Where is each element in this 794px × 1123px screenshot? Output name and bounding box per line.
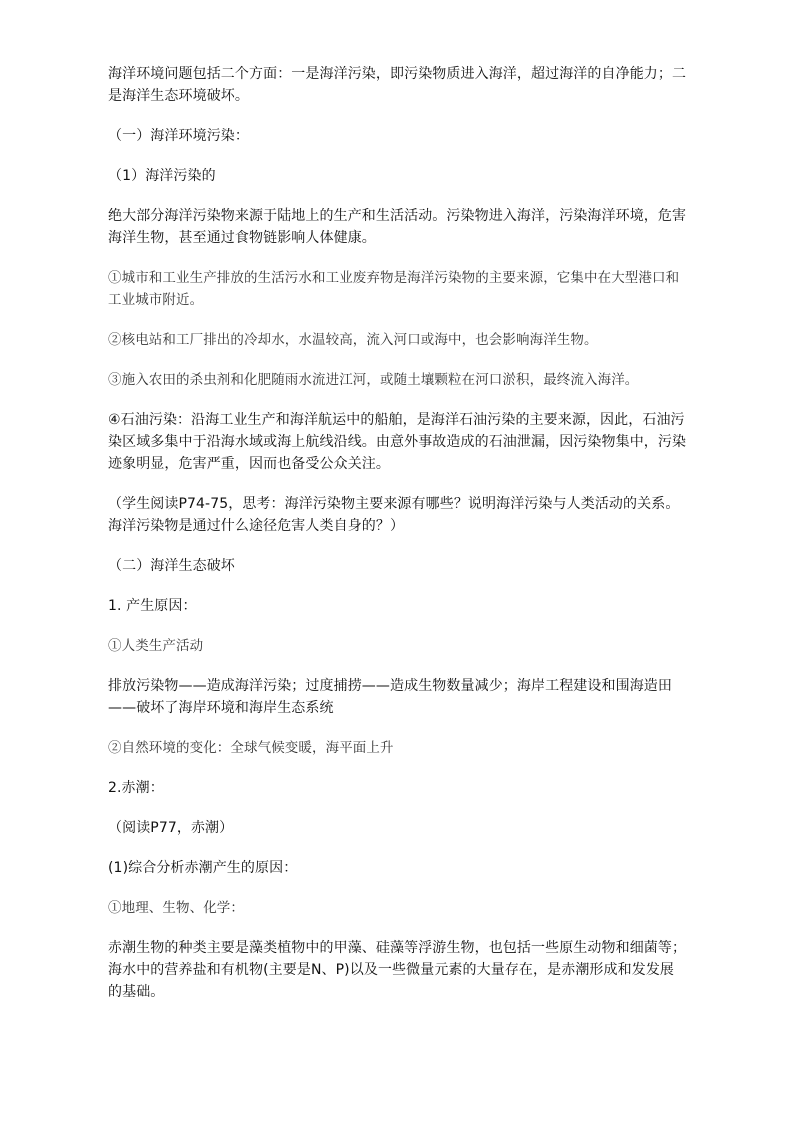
red-tide-analysis-heading: (1)综合分析赤潮产生的原因： — [108, 860, 298, 876]
human-activity-effects: 排放污染物——造成海洋污染；过度捕捞——造成生物数量减少；海岸工程建设和围海造田——破坏了海岸环境和海岸生态系统 — [108, 678, 672, 716]
section-heading-ecology-damage: （二）海洋生态破坏 — [108, 558, 235, 574]
source-point-4-oil: ④石油污染：沿海工业生产和海洋航运中的船舶，是海洋石油污染的主要来源，因此，石油污染区域多集中于沿海水域或海上航线沿线。由意外事故造成的石油泄漏，因污染物集中，污染迹象明显，危害严重，因而也备受公众关注。 — [108, 412, 687, 472]
source-point-3: ③施入农田的杀虫剂和化肥随雨水流进江河，或随土壤颗粒在河口淤积，最终流入海洋。 — [108, 372, 639, 388]
subsection-heading-pollution-sources: （1）海洋污染的 — [108, 168, 216, 184]
red-tide-cause-paragraph: 赤潮生物的种类主要是藻类植物中的甲藻、硅藻等浮游生物，也包括一些原生动物和细菌等；海水中的营养盐和有机物(主要是N、P)以及一些微量元素的大量存在，是赤潮形成和发发展的基础。 — [108, 940, 687, 1000]
red-tide-heading: 2.赤潮： — [108, 780, 164, 796]
intro-paragraph: 海洋环境问题包括二个方面：一是海洋污染，即污染物质进入海洋，超过海洋的自净能力；二是海洋生态环境破坏。 — [108, 66, 687, 104]
causes-heading: 1. 产生原因： — [108, 598, 197, 614]
source-point-1: ①城市和工业生产排放的生活污水和工业废弃物是海洋污染物的主要来源，它集中在大型港口和工业城市附近。 — [108, 270, 680, 308]
reading-question-paragraph: （学生阅读P74-75，思考：海洋污染物主要来源有哪些？说明海洋污染与人类活动的关系。海洋污染物是通过什么途径危害人类自身的？） — [108, 496, 680, 534]
pollution-overview-paragraph: 绝大部分海洋污染物来源于陆地上的生产和生活活动。污染物进入海洋，污染海洋环境，危害海洋生物，甚至通过食物链影响人体健康。 — [108, 208, 687, 246]
red-tide-reading-note: （阅读P77，赤潮） — [108, 820, 234, 836]
cause-human-activity: ①人类生产活动 — [108, 638, 204, 654]
section-heading-marine-pollution: （一）海洋环境污染： — [108, 128, 249, 144]
red-tide-factors-heading: ①地理、生物、化学： — [108, 900, 244, 916]
cause-natural-change: ②自然环境的变化：全球气候变暖，海平面上升 — [108, 740, 394, 756]
source-point-2: ②核电站和工厂排出的冷却水，水温较高，流入河口或海中，也会影响海洋生物。 — [108, 332, 598, 348]
document-body — [108, 63, 688, 1019]
